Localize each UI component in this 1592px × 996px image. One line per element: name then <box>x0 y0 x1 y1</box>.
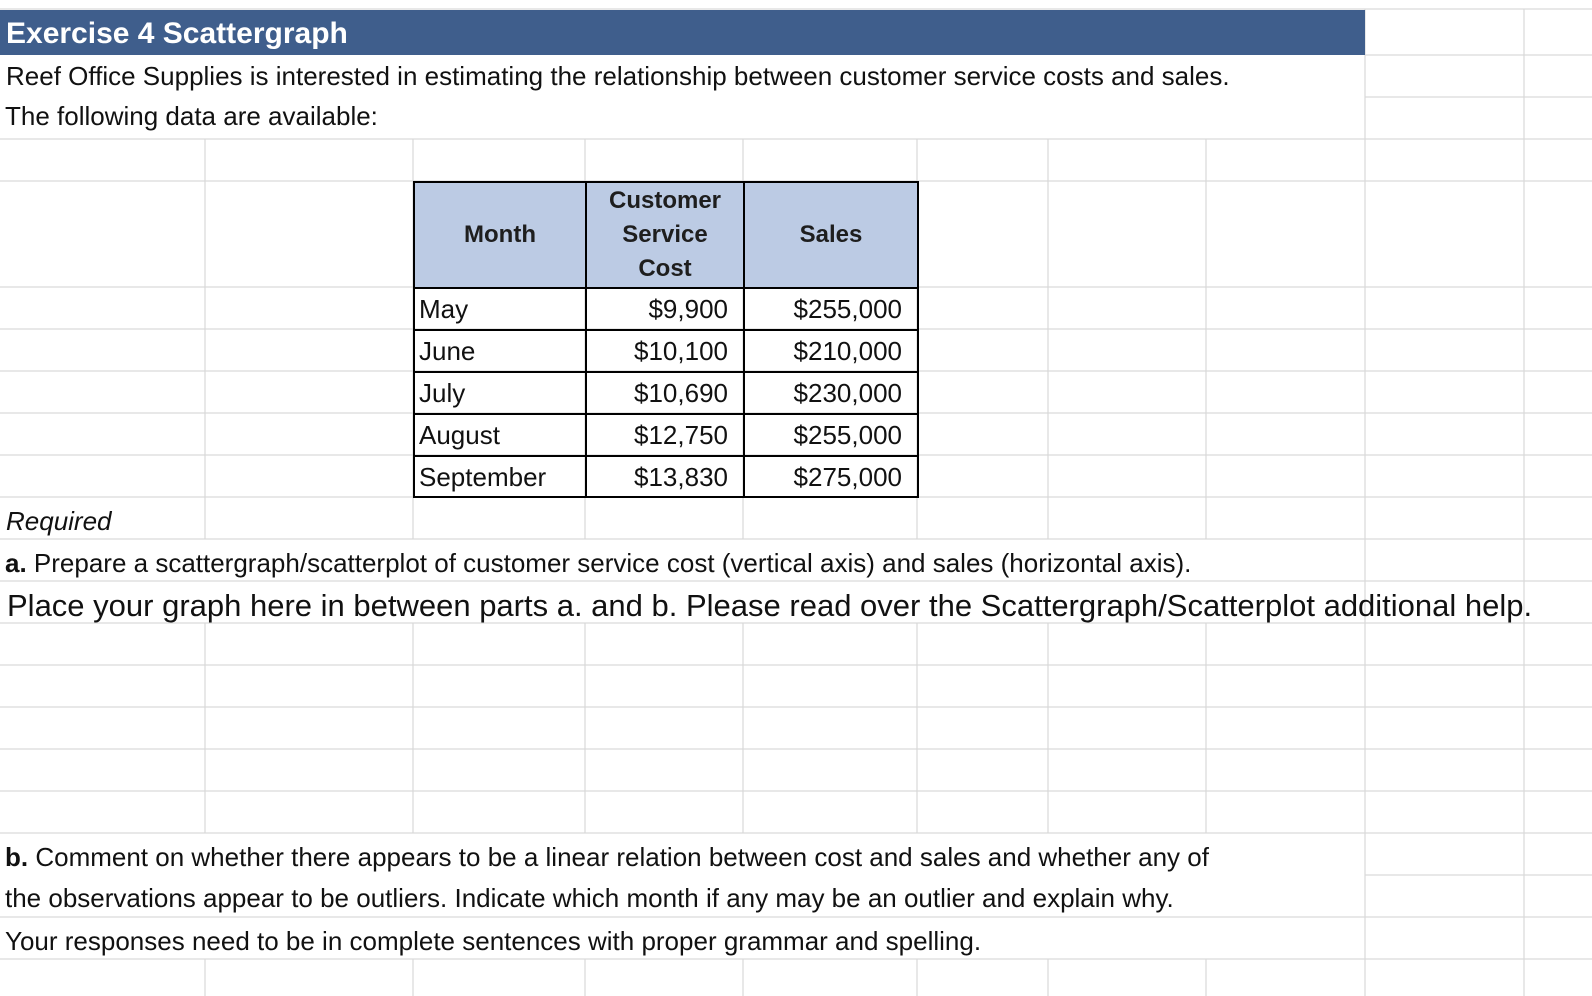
part-a-text <box>5 548 1191 579</box>
cell-cost[interactable]: $10,690 <box>587 373 745 413</box>
intro-line-2: The following data are available: <box>5 101 378 131</box>
header-cost-line-1: Customer <box>608 187 722 214</box>
header-sales: Sales <box>745 183 917 287</box>
part-a-instruction: Prepare a scattergraph/scatterplot of customer service cost (vertical axis) and sales (horizontal axis). <box>26 548 1192 578</box>
data-table <box>413 181 919 498</box>
cell-sales[interactable]: $275,000 <box>793 462 902 492</box>
part-b-instruction-line-2: the observations appear to be outliers. Indicate which month if any may be an outlier and explain why. <box>5 883 1174 913</box>
cell-month[interactable]: September <box>415 457 587 497</box>
cell-month[interactable]: July <box>415 373 587 413</box>
cell-cost[interactable]: $10,100 <box>587 331 745 371</box>
cell-sales[interactable]: $255,000 <box>793 294 902 324</box>
required-heading: Required <box>6 506 112 536</box>
header-month: Month <box>415 183 587 287</box>
cell-sales[interactable]: $230,000 <box>793 378 902 408</box>
cell-cost[interactable]: $12,750 <box>587 415 745 455</box>
cell-month[interactable]: August <box>415 415 587 455</box>
part-b-text <box>5 842 1209 873</box>
part-b-instruction-line-1: Comment on whether there appears to be a linear relation between cost and sales and whether any of <box>28 842 1209 872</box>
table-row <box>415 413 917 455</box>
table-row <box>415 455 917 497</box>
header-cost-line-2: Service <box>622 221 708 248</box>
cell-cost[interactable]: $13,830 <box>587 457 745 497</box>
table-row <box>415 287 917 329</box>
cell-month[interactable]: June <box>415 331 587 371</box>
table-row <box>415 371 917 413</box>
header-cost-line-3: Cost <box>638 255 692 282</box>
intro-line-1: Reef Office Supplies is interested in estimating the relationship between customer service costs and sales. <box>6 61 1230 91</box>
part-b-label: b. <box>5 842 29 872</box>
part-a-label: a. <box>5 548 27 578</box>
header-customer-service-cost <box>587 183 745 287</box>
graph-placeholder-note: Place your graph here in between parts a. and b. Please read over the Scattergraph/Scatterplot additional help. <box>7 588 1533 623</box>
cell-sales[interactable]: $255,000 <box>793 420 902 450</box>
part-b-instruction-line-3: Your responses need to be in complete sentences with proper grammar and spelling. <box>5 926 982 956</box>
cell-month[interactable]: May <box>415 289 587 329</box>
cell-cost[interactable]: $9,900 <box>587 289 745 329</box>
exercise-title: Exercise 4 Scattergraph <box>6 17 348 50</box>
table-row <box>415 329 917 371</box>
cell-sales[interactable]: $210,000 <box>793 336 902 366</box>
